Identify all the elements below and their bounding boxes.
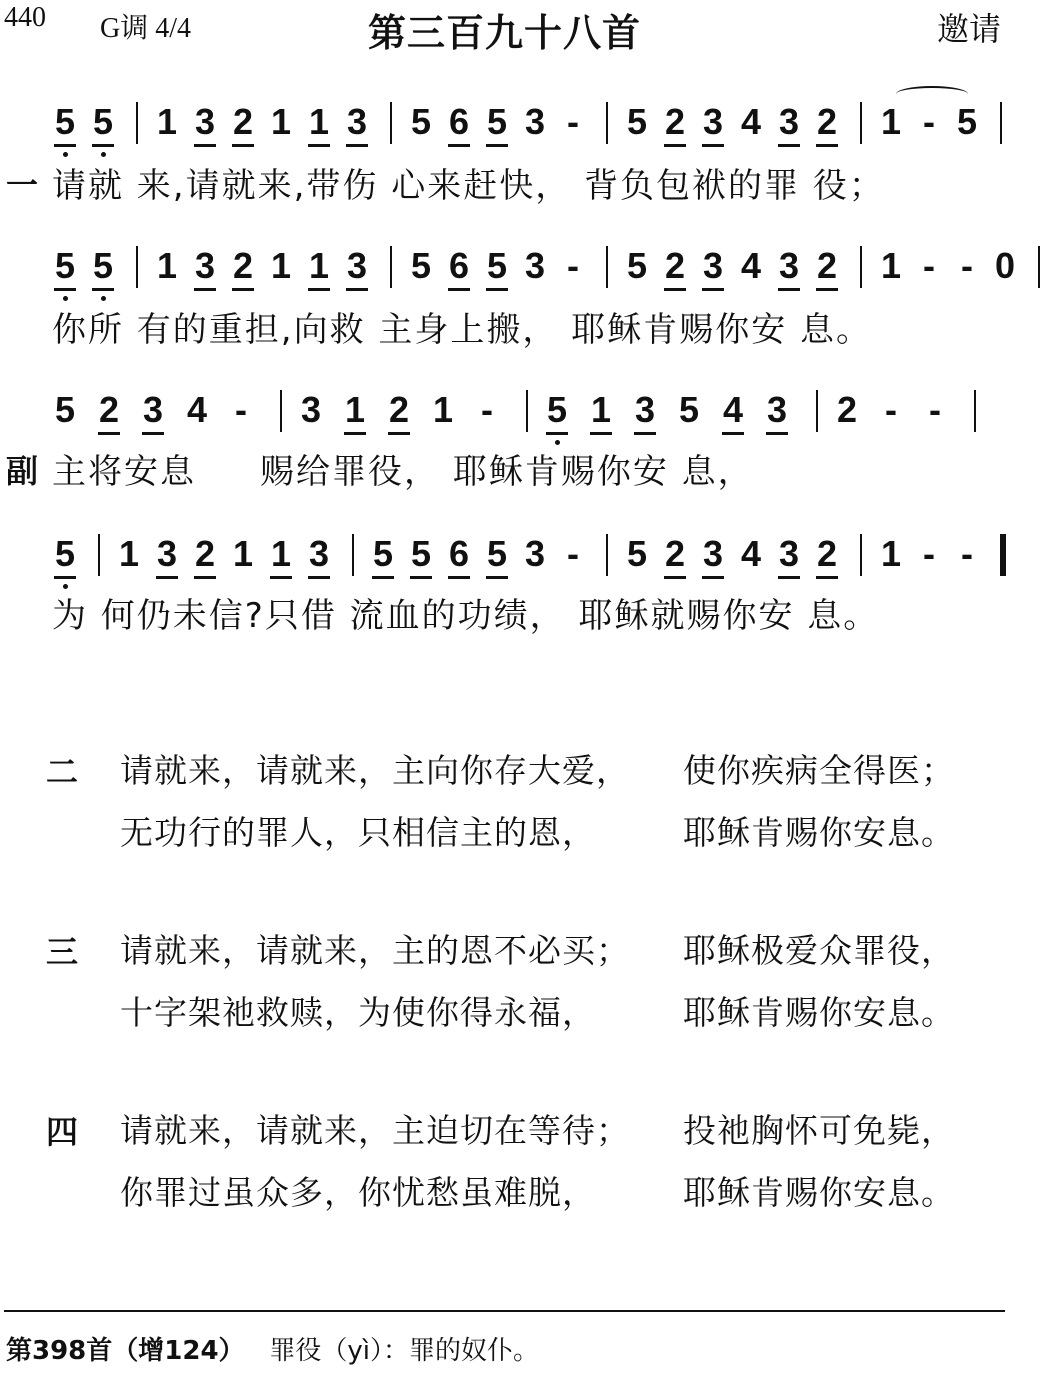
- dash-mark: -: [961, 533, 973, 574]
- note: 5: [486, 532, 508, 579]
- dash-mark: -: [885, 389, 897, 430]
- note: 3: [524, 101, 546, 142]
- note: 1: [590, 388, 612, 435]
- low-octave-dot: [63, 152, 68, 157]
- barline: [526, 390, 528, 432]
- note: 1: [344, 388, 366, 435]
- note: 1: [308, 244, 330, 291]
- hymn-title: 第三百九十八首: [367, 11, 641, 55]
- barline: [974, 390, 976, 432]
- note: 3: [702, 532, 724, 579]
- note: 3: [702, 244, 724, 291]
- notation-line-1: [0, 100, 1009, 160]
- barline: [860, 102, 862, 144]
- barline: [606, 246, 608, 288]
- verse-line: 请就来，请就来，主迫切在等待；: [120, 1111, 630, 1150]
- dash-mark: -: [961, 245, 973, 286]
- barline: [606, 534, 608, 576]
- note: 3: [300, 389, 322, 430]
- note: 3: [308, 532, 330, 579]
- footnote-divider: [4, 1310, 1005, 1312]
- lyric-line-2: 你所 有的重担,向救 主身上搬， 耶稣肯赐你安 息。: [52, 310, 873, 350]
- note: 2: [194, 532, 216, 579]
- note: 6: [448, 532, 470, 579]
- notation-line-4: [0, 532, 1009, 592]
- verse-tag-1: 一: [6, 166, 39, 204]
- note: 1: [880, 101, 902, 142]
- note: 1: [156, 101, 178, 142]
- note: 5: [54, 389, 76, 430]
- final-barline: [1000, 534, 1006, 576]
- note: 2: [388, 388, 410, 435]
- lyric-line-3: 主将安息 赐给罪役， 耶稣肯赐你安 息，: [52, 452, 754, 492]
- note: 5: [410, 245, 432, 286]
- note: 5: [92, 100, 114, 147]
- barline: [390, 102, 392, 144]
- note: 5: [410, 532, 432, 579]
- dash-mark: -: [567, 101, 579, 142]
- note: 5: [678, 389, 700, 430]
- note: 2: [816, 244, 838, 291]
- note: 1: [232, 533, 254, 574]
- note: 6: [448, 244, 470, 291]
- note: 4: [740, 101, 762, 142]
- note: 5: [956, 101, 978, 142]
- barline: [390, 246, 392, 288]
- hymn-category: 邀请: [936, 10, 1001, 48]
- note: 5: [626, 533, 648, 574]
- note: 1: [118, 533, 140, 574]
- note: 4: [740, 245, 762, 286]
- note: 3: [702, 100, 724, 147]
- notation-line-2: [0, 244, 1016, 304]
- low-octave-dot: [101, 152, 106, 157]
- lyric-line-4: 为 何仍未信?只借 流血的功绩， 耶稣就赐你安 息。: [52, 596, 880, 636]
- note: 4: [186, 389, 208, 430]
- page-number: 440: [4, 2, 46, 33]
- note: 4: [740, 533, 762, 574]
- verse-line: 使你疾病全得医；: [683, 751, 955, 790]
- barline: [136, 102, 138, 144]
- note: 3: [778, 532, 800, 579]
- note: 3: [524, 245, 546, 286]
- key-signature: G调 4/4: [100, 13, 192, 44]
- barline: [606, 102, 608, 144]
- note: 1: [308, 100, 330, 147]
- barline: [860, 246, 862, 288]
- barline: [860, 534, 862, 576]
- note: 5: [54, 532, 76, 579]
- notation-line-3: [0, 388, 1009, 448]
- note: 2: [816, 100, 838, 147]
- dash-mark: -: [923, 533, 935, 574]
- low-octave-dot: [63, 296, 68, 301]
- dash-mark: -: [923, 101, 935, 142]
- note: 3: [346, 100, 368, 147]
- note: 3: [194, 244, 216, 291]
- dash-mark: -: [235, 389, 247, 430]
- barline: [98, 534, 100, 576]
- note: 1: [270, 245, 292, 286]
- note: 5: [410, 101, 432, 142]
- verse-line: 你罪过虽众多，你忧愁虽难脱，: [120, 1173, 596, 1212]
- note: 5: [546, 388, 568, 435]
- footnote-text: 罪役（yì）：罪的奴仆。: [269, 1336, 539, 1366]
- note: 5: [626, 245, 648, 286]
- note: 2: [664, 100, 686, 147]
- note: 2: [836, 389, 858, 430]
- note: 2: [664, 532, 686, 579]
- note: 5: [372, 532, 394, 579]
- note: 3: [524, 533, 546, 574]
- note: 2: [98, 388, 120, 435]
- note: 5: [92, 244, 114, 291]
- verse-line: 耶稣肯赐你安息。: [683, 813, 955, 852]
- verse-line: 无功行的罪人，只相信主的恩，: [120, 813, 596, 852]
- note: 3: [142, 388, 164, 435]
- barline: [816, 390, 818, 432]
- note: 1: [270, 101, 292, 142]
- note: 2: [816, 532, 838, 579]
- barline: [136, 246, 138, 288]
- verse-number: 三: [46, 933, 79, 971]
- barline: [1000, 102, 1002, 144]
- note: 1: [432, 389, 454, 430]
- dash-mark: -: [567, 245, 579, 286]
- dash-mark: -: [481, 389, 493, 430]
- low-octave-dot: [101, 296, 106, 301]
- barline: [352, 534, 354, 576]
- lyric-line-1: 请就 来,请就来,带伤 心来赶快， 背负包袱的罪 役；: [52, 166, 885, 206]
- footnote: [6, 1330, 539, 1367]
- slur: [896, 86, 968, 102]
- verse-line: 投祂胸怀可免毙，: [683, 1111, 955, 1150]
- note: 3: [778, 100, 800, 147]
- footnote-label: 第398首（增124）: [6, 1336, 245, 1366]
- note: 3: [156, 532, 178, 579]
- note: 3: [766, 388, 788, 435]
- note: 4: [722, 388, 744, 435]
- note: 5: [54, 100, 76, 147]
- verse-line: 请就来，请就来，主向你存大爱，: [120, 751, 630, 790]
- note: 1: [156, 245, 178, 286]
- verse-number: 二: [46, 753, 79, 791]
- note: 3: [194, 100, 216, 147]
- note: 2: [232, 100, 254, 147]
- note: 2: [232, 244, 254, 291]
- verse-line: 耶稣肯赐你安息。: [683, 1173, 955, 1212]
- note: 5: [54, 244, 76, 291]
- verse-line: 耶稣肯赐你安息。: [683, 993, 955, 1032]
- note: 1: [270, 532, 292, 579]
- note: 5: [486, 244, 508, 291]
- note: 1: [880, 245, 902, 286]
- note: 2: [664, 244, 686, 291]
- note: 1: [880, 533, 902, 574]
- note: 3: [634, 388, 656, 435]
- note: 6: [448, 100, 470, 147]
- verse-line: 请就来，请就来，主的恩不必买；: [120, 931, 630, 970]
- verse-number: 四: [46, 1113, 79, 1151]
- note: 5: [486, 100, 508, 147]
- note: 0: [994, 245, 1016, 286]
- verse-line: 十字架祂救赎，为使你得永福，: [120, 993, 596, 1032]
- note: 3: [778, 244, 800, 291]
- note: 3: [346, 244, 368, 291]
- barline: [280, 390, 282, 432]
- chorus-tag: 副: [6, 452, 39, 490]
- dash-mark: -: [923, 245, 935, 286]
- dash-mark: -: [567, 533, 579, 574]
- dash-mark: -: [929, 389, 941, 430]
- note: 5: [626, 101, 648, 142]
- verse-line: 耶稣极爱众罪役，: [683, 931, 955, 970]
